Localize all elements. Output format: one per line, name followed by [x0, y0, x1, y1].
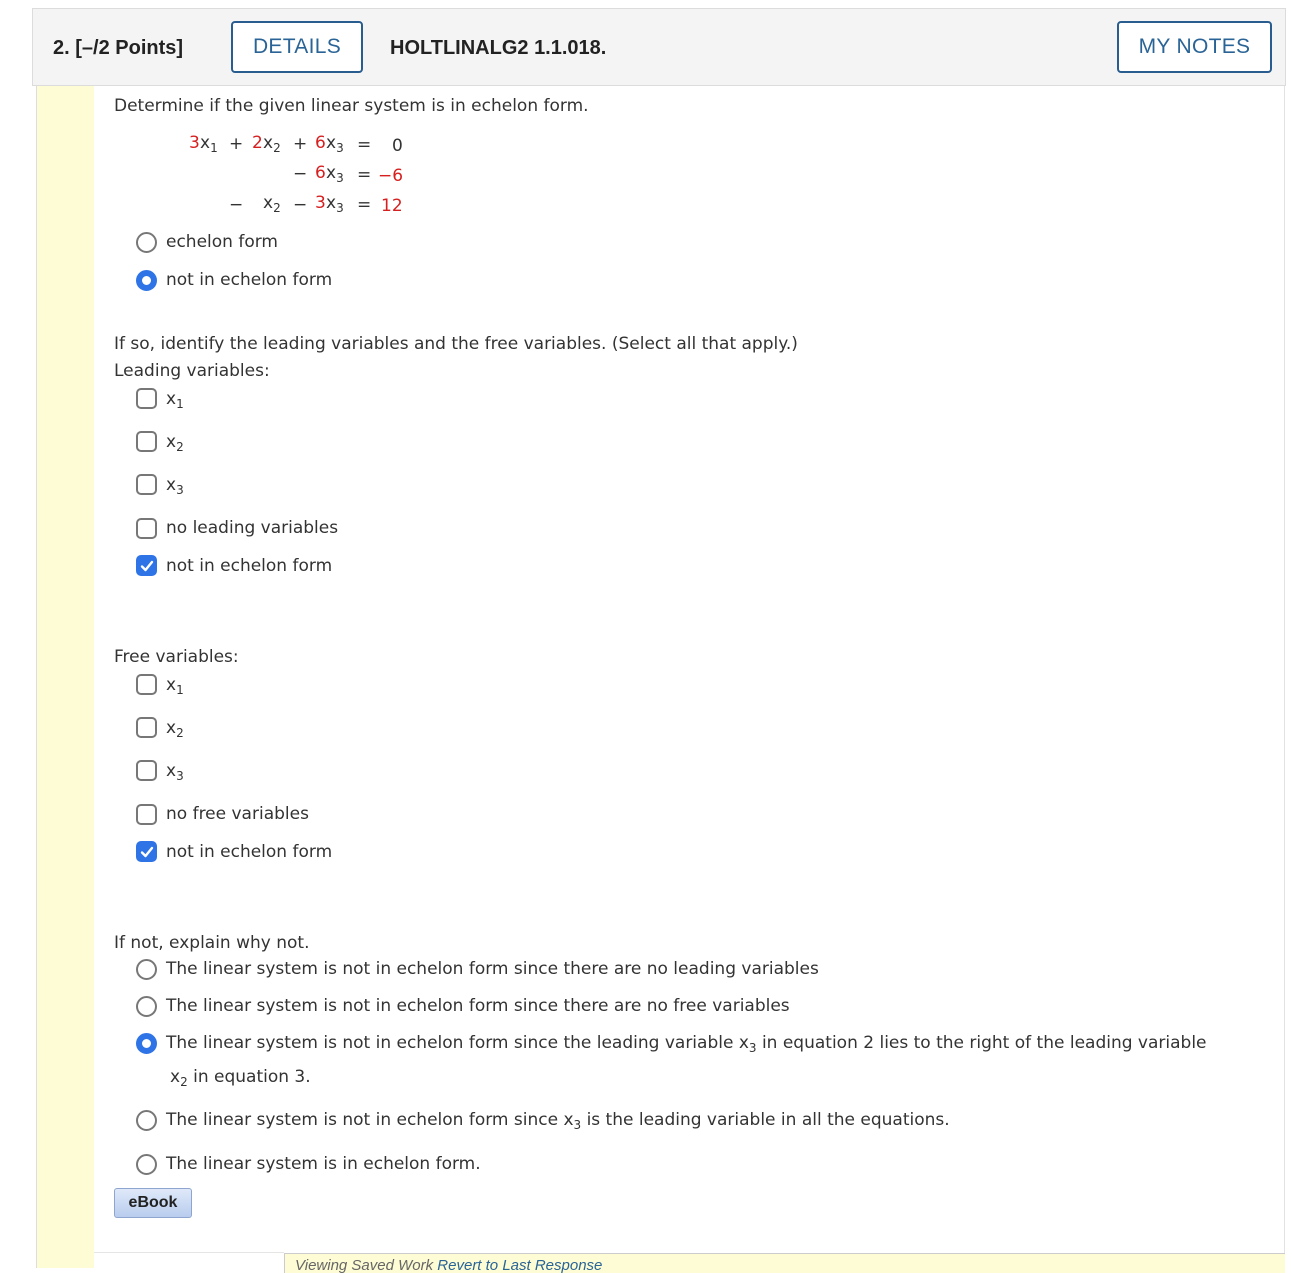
explain-option-2-radio[interactable] — [136, 996, 157, 1017]
free-not-echelon-checkbox[interactable] — [136, 841, 157, 862]
explain-prompt: If not, explain why not. — [114, 933, 310, 953]
question-sidebar — [36, 86, 94, 1268]
free-x1-label[interactable]: $x_1$ — [166, 675, 184, 697]
eq2-var-3: $x_3$ — [326, 163, 344, 185]
revert-link[interactable]: Revert to Last Response — [437, 1257, 603, 1273]
eq3-equals: = — [357, 195, 372, 215]
free-x2-checkbox[interactable] — [136, 717, 157, 738]
leading-x2-checkbox[interactable] — [136, 431, 157, 452]
eq1-op-2: + — [293, 134, 308, 154]
explain-option-1-label[interactable]: The linear system is not in echelon form since there are no leading variables — [166, 959, 819, 979]
leading-not-echelon-label[interactable]: not in echelon form — [166, 556, 333, 576]
eq1-op-1: + — [229, 134, 244, 154]
eq2-equals: = — [357, 165, 372, 185]
leading-x1-label[interactable]: $x_1$ — [166, 389, 184, 411]
explain-option-1-radio[interactable] — [136, 959, 157, 980]
checkmark-icon — [139, 844, 155, 860]
free-x2-label[interactable]: $x_2$ — [166, 718, 184, 740]
not-echelon-form-radio[interactable] — [136, 270, 157, 291]
my-notes-button[interactable]: MY NOTES — [1117, 21, 1272, 73]
no-free-variables-checkbox[interactable] — [136, 804, 157, 825]
free-x1-checkbox[interactable] — [136, 674, 157, 695]
ebook-button[interactable]: eBook — [114, 1188, 192, 1218]
leading-variables-label: Leading variables: — [114, 361, 270, 381]
not-echelon-form-label[interactable]: not in echelon form — [166, 270, 333, 290]
explain-option-2-label[interactable]: The linear system is not in echelon form since there are no free variables — [166, 996, 790, 1016]
free-not-echelon-label[interactable]: not in echelon form — [166, 842, 333, 862]
explain-option-4-radio[interactable] — [136, 1110, 157, 1131]
eq1-var-3: $x_3$ — [326, 133, 344, 155]
free-variables-label: Free variables: — [114, 647, 239, 667]
divider — [94, 1252, 284, 1253]
eq2-rhs: −6 — [378, 166, 404, 186]
explain-option-3-radio[interactable] — [136, 1033, 157, 1054]
eq3-op-2: − — [293, 195, 308, 215]
leading-x2-label[interactable]: $x_2$ — [166, 432, 184, 454]
free-x3-label[interactable]: $x_3$ — [166, 761, 184, 783]
identify-prompt: If so, identify the leading variables and the free variables. (Select all that apply.) — [114, 334, 798, 354]
explain-option-3-label-cont[interactable]: $x_2$ in equation 3. — [170, 1067, 311, 1089]
explain-option-3-label[interactable]: The linear system is not in echelon form since the leading variable $x_3$ in equation 2 lies to the right of the leading variable — [166, 1033, 1207, 1055]
leading-x3-checkbox[interactable] — [136, 474, 157, 495]
no-leading-variables-checkbox[interactable] — [136, 518, 157, 539]
eq1-rhs: 0 — [392, 136, 403, 156]
echelon-form-radio[interactable] — [136, 232, 157, 253]
free-x3-checkbox[interactable] — [136, 760, 157, 781]
eq1-coef-1: 3 — [189, 133, 200, 153]
eq3-op-1: − — [229, 195, 244, 215]
checkmark-icon — [139, 558, 155, 574]
explain-option-4-label[interactable]: The linear system is not in echelon form since $x_3$ is the leading variable in all the equations. — [166, 1110, 950, 1132]
eq1-equals: = — [357, 135, 372, 155]
eq1-coef-3: 6 — [315, 133, 326, 153]
explain-option-5-label[interactable]: The linear system is in echelon form. — [166, 1154, 481, 1174]
eq3-rhs: 12 — [381, 196, 403, 216]
saved-work-bar — [284, 1253, 1285, 1273]
question-header — [32, 8, 1286, 86]
leading-x1-checkbox[interactable] — [136, 388, 157, 409]
question-id: HOLTLINALG2 1.1.018. — [390, 37, 607, 59]
details-button[interactable]: DETAILS — [231, 21, 363, 73]
echelon-form-label[interactable]: echelon form — [166, 232, 278, 252]
eq1-var-2: $x_2$ — [263, 133, 281, 155]
no-leading-variables-label[interactable]: no leading variables — [166, 518, 339, 538]
eq3-var-2: $x_2$ — [263, 193, 281, 215]
eq2-op-2: − — [293, 164, 308, 184]
eq3-coef-3: 3 — [315, 193, 326, 213]
eq3-var-3: $x_3$ — [326, 193, 344, 215]
question-prompt: Determine if the given linear system is in echelon form. — [114, 96, 589, 116]
content-border — [1284, 86, 1285, 1268]
question-number: 2. [–/2 Points] — [53, 37, 184, 59]
saved-work-text: Viewing Saved Work — [295, 1257, 434, 1273]
no-free-variables-label[interactable]: no free variables — [166, 804, 309, 824]
leading-not-echelon-checkbox[interactable] — [136, 555, 157, 576]
eq2-coef-3: 6 — [315, 163, 326, 183]
leading-x3-label[interactable]: $x_3$ — [166, 475, 184, 497]
eq1-coef-2: 2 — [252, 133, 263, 153]
explain-option-5-radio[interactable] — [136, 1154, 157, 1175]
eq1-var-1: $x_1$ — [200, 133, 218, 155]
